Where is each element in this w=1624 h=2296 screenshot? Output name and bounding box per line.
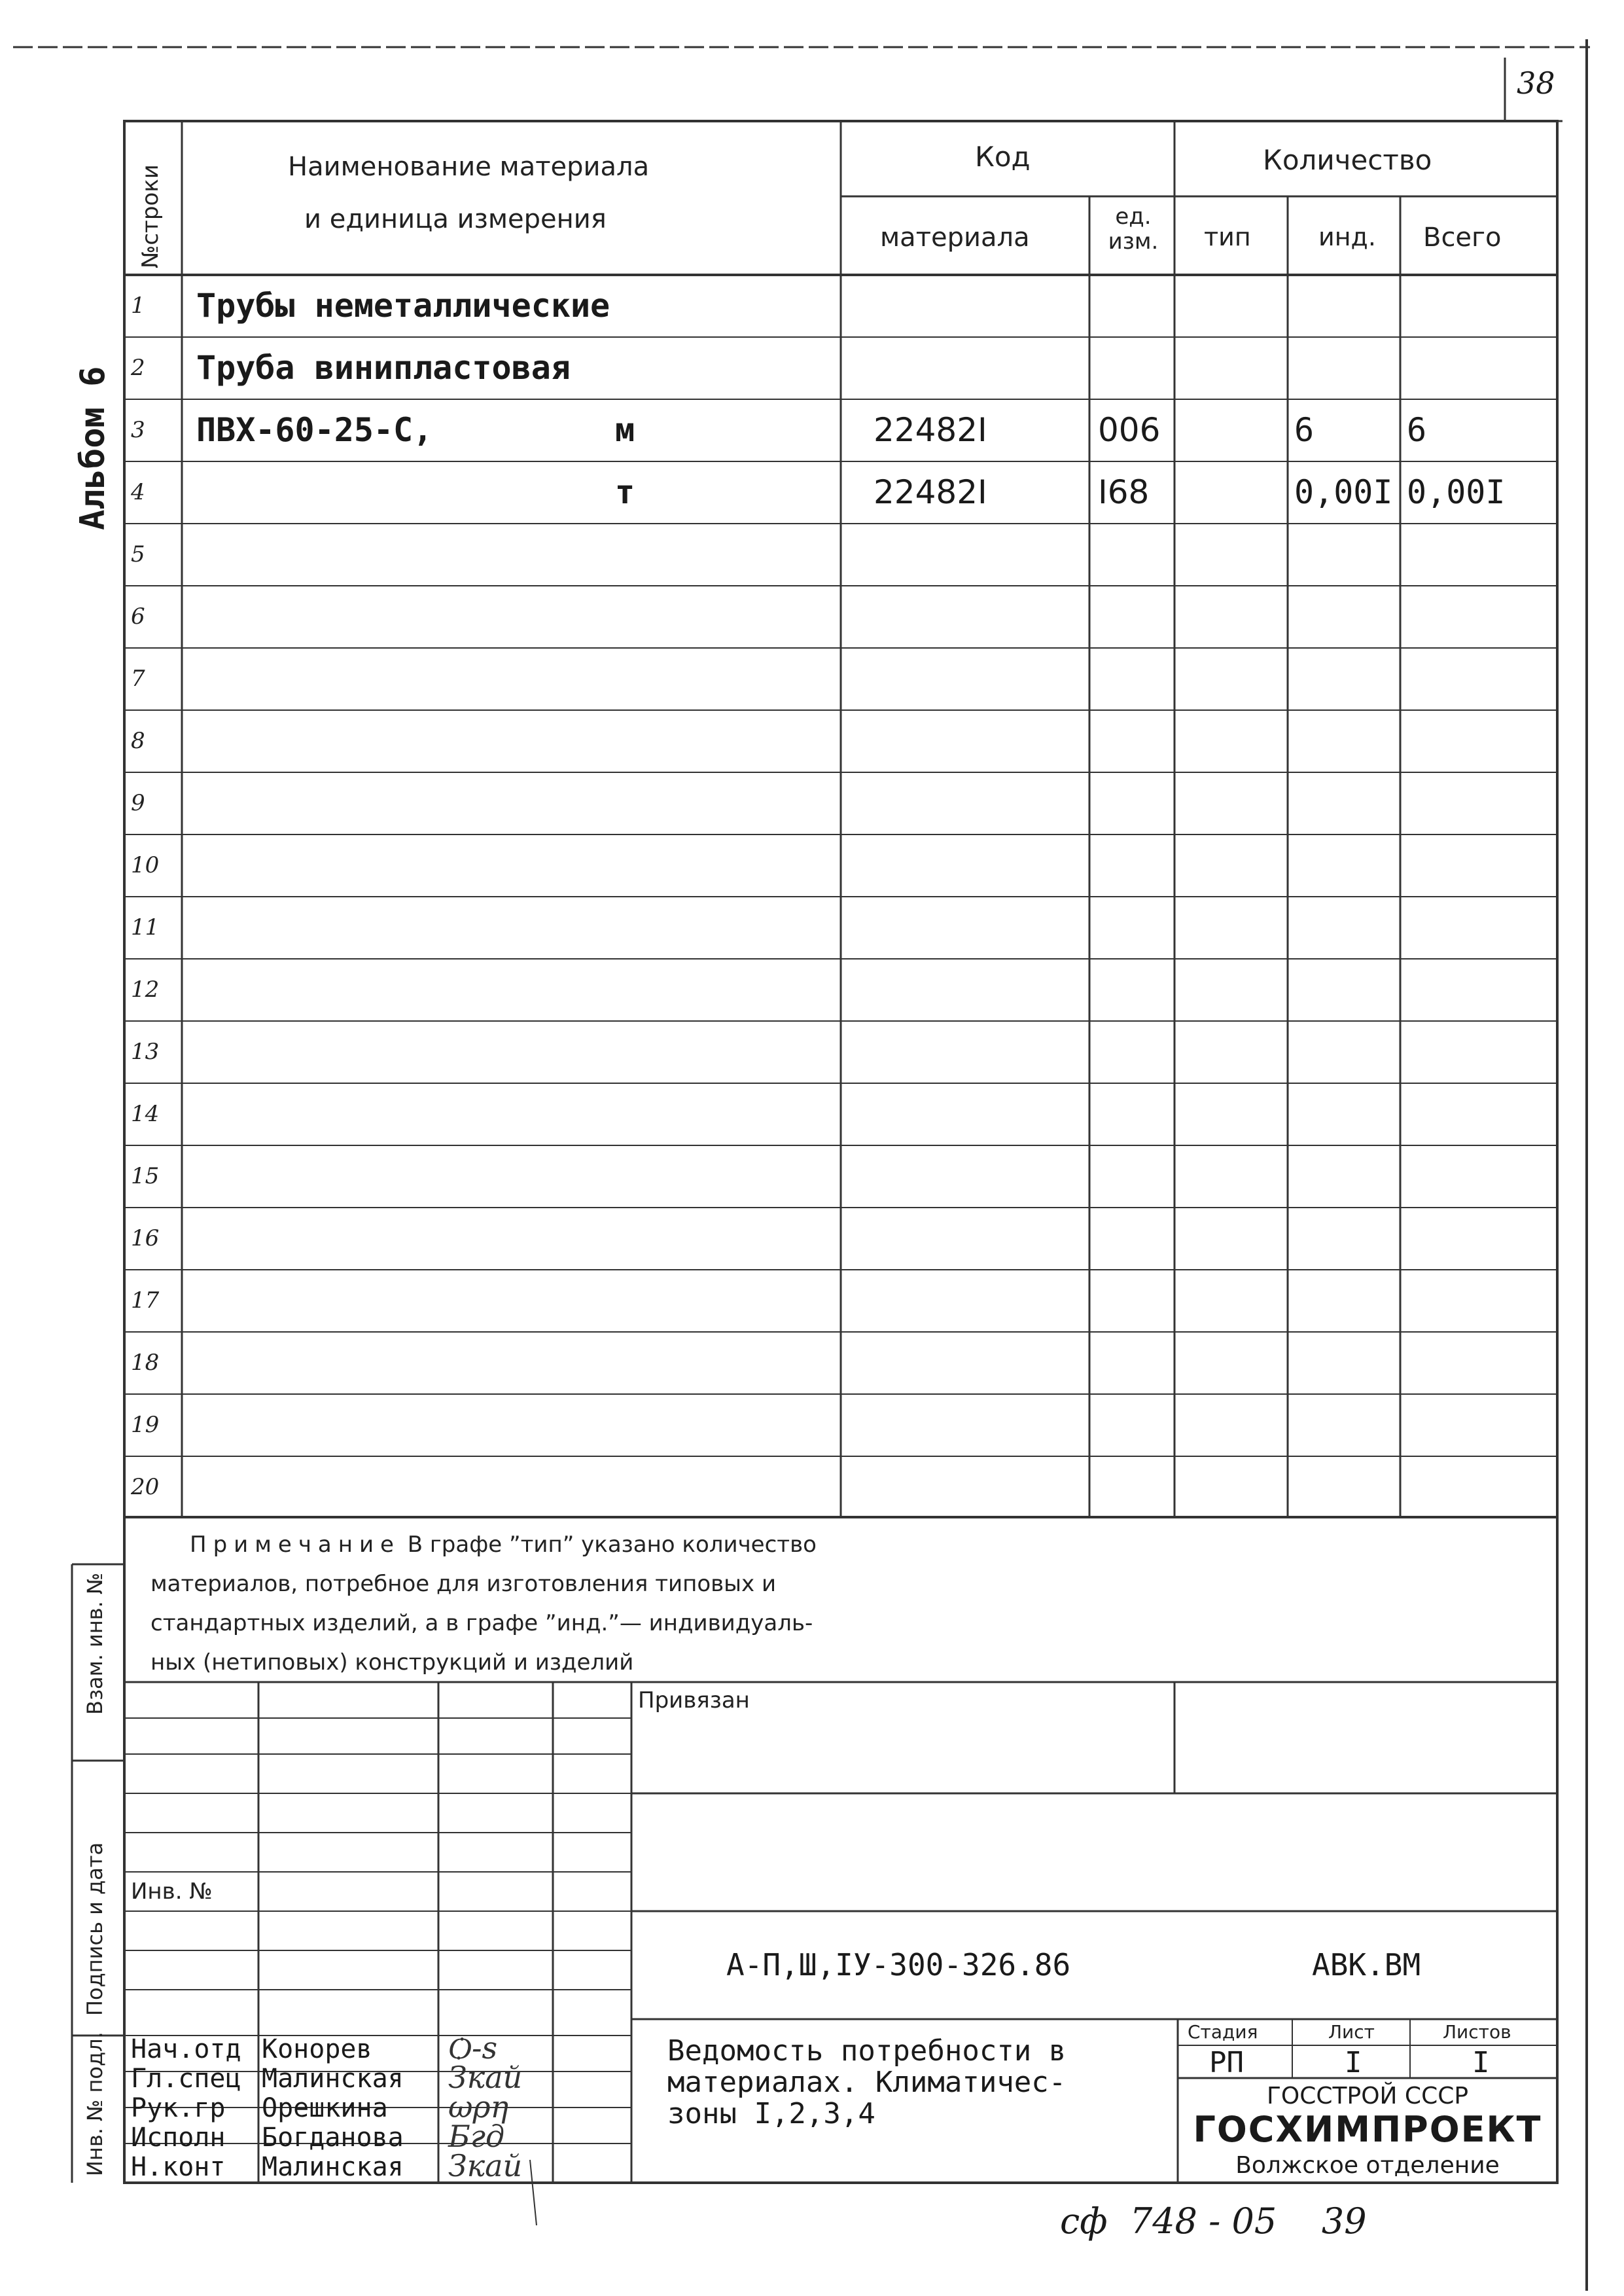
header-qty-ind: инд. [1318, 223, 1376, 251]
table-row [0, 1270, 1624, 1332]
footer-handwritten-number: сф 748 - 05 39 [1060, 2200, 1367, 2242]
staff-name: Малинская [262, 2064, 404, 2094]
staff-signature: Бгд [448, 2119, 505, 2154]
qty-individual [1294, 1456, 1399, 1518]
stage-value: РП [1209, 2046, 1244, 2079]
material-code [874, 648, 1083, 710]
qty-type [1181, 772, 1286, 834]
unit-code [1098, 1145, 1170, 1208]
row-number: 1 [131, 293, 145, 319]
note-line4: ных (нетиповых) конструкций и изделий [150, 1649, 634, 1676]
qty-type [1181, 275, 1286, 337]
row-number: 17 [131, 1287, 160, 1314]
unit-code [1098, 648, 1170, 710]
material-name [196, 772, 615, 834]
table-row [0, 399, 1624, 461]
material-name [196, 1394, 615, 1456]
row-number: 10 [131, 852, 160, 878]
staff-name: Малинская [262, 2152, 404, 2182]
unit-code [1098, 834, 1170, 897]
unit-code [1098, 1083, 1170, 1145]
qty-individual [1294, 1394, 1399, 1456]
staff-row [0, 2148, 654, 2183]
unit-code [1098, 1021, 1170, 1083]
staff-row [0, 2119, 654, 2154]
staff-row [0, 2030, 654, 2066]
staff-name: Орешкина [262, 2093, 388, 2123]
qty-individual [1294, 959, 1399, 1021]
qty-type [1181, 834, 1286, 897]
table-row [0, 1456, 1624, 1518]
staff-role: Рук.гр [131, 2093, 226, 2123]
qty-type [1181, 1394, 1286, 1456]
qty-individual [1294, 524, 1399, 586]
material-name [196, 1021, 615, 1083]
qty-total [1407, 1332, 1554, 1394]
staff-role: Исполн [131, 2123, 226, 2153]
qty-total [1407, 1145, 1554, 1208]
table-row [0, 524, 1624, 586]
material-name [196, 1332, 615, 1394]
qty-individual [1294, 1083, 1399, 1145]
unit-of-measure [615, 897, 680, 959]
side-label-inv-podl: Инв. № подл. [82, 2032, 107, 2176]
material-code [874, 524, 1083, 586]
note-lead: Примечание [190, 1532, 400, 1558]
unit-of-measure [615, 959, 680, 1021]
qty-total [1407, 1208, 1554, 1270]
material-name [196, 461, 615, 524]
org-line2: ГОСХИМПРОЕКТ [1193, 2109, 1542, 2150]
note-line1: В графе ”тип” указано количество [407, 1532, 817, 1558]
unit-of-measure [615, 772, 680, 834]
header-name-line1: Наименование материала [288, 152, 650, 182]
table-row [0, 648, 1624, 710]
table-row [0, 710, 1624, 772]
staff-role: Гл.спец [131, 2064, 241, 2094]
header-code-material: материала [880, 223, 1030, 253]
qty-individual: 0,00I [1294, 473, 1393, 511]
sheets-value: I [1472, 2046, 1490, 2079]
qty-total [1407, 524, 1554, 586]
material-code [874, 1456, 1083, 1518]
qty-type [1181, 1270, 1286, 1332]
qty-total: 0,00I [1407, 473, 1506, 511]
unit-of-measure [615, 337, 680, 399]
qty-total [1407, 897, 1554, 959]
stage-label: Стадия [1188, 2021, 1258, 2043]
qty-type [1181, 399, 1286, 461]
qty-individual [1294, 1021, 1399, 1083]
row-number: 18 [131, 1350, 160, 1376]
unit-of-measure: м [615, 411, 635, 449]
unit-of-measure [615, 586, 680, 648]
material-name [196, 648, 615, 710]
material-code [874, 772, 1083, 834]
material-code [874, 1270, 1083, 1332]
qty-type [1181, 1021, 1286, 1083]
material-name [196, 1456, 615, 1518]
material-code [874, 1332, 1083, 1394]
qty-total [1407, 586, 1554, 648]
table-row [0, 461, 1624, 524]
header-quantity: Количество [1263, 144, 1432, 176]
row-number: 19 [131, 1412, 160, 1438]
row-number: 5 [131, 541, 145, 567]
qty-total [1407, 648, 1554, 710]
staff-signature: Зкай [448, 2060, 523, 2095]
row-number: 13 [131, 1039, 160, 1065]
qty-individual: 6 [1294, 411, 1315, 449]
qty-total [1407, 1456, 1554, 1518]
album-label: Альбом 6 [73, 366, 113, 530]
material-name: Трубы неметаллические [196, 287, 610, 325]
qty-type [1181, 959, 1286, 1021]
row-number: 3 [131, 417, 145, 443]
material-code [874, 1021, 1083, 1083]
qty-total: 6 [1407, 411, 1427, 449]
header-row-number: №строки [137, 164, 164, 268]
qty-individual [1294, 275, 1399, 337]
qty-total [1407, 337, 1554, 399]
material-name [196, 710, 615, 772]
material-code [874, 710, 1083, 772]
table-row [0, 834, 1624, 897]
qty-individual [1294, 897, 1399, 959]
sheets-label: Листов [1443, 2021, 1511, 2043]
material-name [196, 524, 615, 586]
note-line3: стандартных изделий, а в графе ”инд.”— индивидуаль- [150, 1610, 813, 1636]
unit-of-measure [615, 1394, 680, 1456]
qty-total [1407, 1021, 1554, 1083]
qty-individual [1294, 834, 1399, 897]
table-row [0, 337, 1624, 399]
material-code [874, 1083, 1083, 1145]
header-qty-total: Всего [1423, 223, 1502, 253]
material-code [874, 897, 1083, 959]
qty-individual [1294, 710, 1399, 772]
unit-code [1098, 1456, 1170, 1518]
row-number: 4 [131, 479, 145, 505]
qty-total [1407, 1083, 1554, 1145]
qty-type [1181, 1083, 1286, 1145]
row-number: 20 [131, 1474, 160, 1500]
row-number: 14 [131, 1101, 160, 1127]
material-code [874, 959, 1083, 1021]
header-qty-type: тип [1204, 223, 1251, 251]
material-code [874, 1394, 1083, 1456]
table-row [0, 275, 1624, 337]
row-number: 6 [131, 603, 145, 630]
row-number: 11 [131, 914, 160, 941]
unit-of-measure [615, 1021, 680, 1083]
unit-code: 006 [1098, 411, 1161, 449]
table-row [0, 1332, 1624, 1394]
qty-individual [1294, 1332, 1399, 1394]
header-code: Код [975, 141, 1031, 173]
row-number: 15 [131, 1163, 160, 1189]
document-title-line2: материалах. Климатичес- [667, 2066, 1067, 2099]
unit-code [1098, 897, 1170, 959]
qty-type [1181, 1456, 1286, 1518]
note-block [150, 1525, 1197, 1682]
qty-type [1181, 461, 1286, 524]
qty-type [1181, 1145, 1286, 1208]
qty-type [1181, 337, 1286, 399]
unit-code [1098, 959, 1170, 1021]
material-code [874, 275, 1083, 337]
material-code [874, 834, 1083, 897]
header-code-unit: ед. изм. [1108, 204, 1159, 255]
unit-of-measure [615, 834, 680, 897]
sheet-label: Лист [1328, 2021, 1375, 2043]
unit-code [1098, 337, 1170, 399]
staff-row [0, 2089, 654, 2125]
unit-code [1098, 710, 1170, 772]
unit-of-measure [615, 1332, 680, 1394]
material-name [196, 1145, 615, 1208]
material-name [196, 1083, 615, 1145]
qty-total [1407, 772, 1554, 834]
side-label-vzam: Взам. инв. № [82, 1572, 107, 1715]
material-code [874, 586, 1083, 648]
unit-of-measure [615, 524, 680, 586]
qty-type [1181, 710, 1286, 772]
header-name-line2: и единица измерения [304, 204, 607, 234]
material-name [196, 834, 615, 897]
qty-individual [1294, 337, 1399, 399]
table-row [0, 772, 1624, 834]
unit-code [1098, 586, 1170, 648]
qty-individual [1294, 1270, 1399, 1332]
material-name [196, 959, 615, 1021]
unit-code [1098, 1332, 1170, 1394]
row-number: 2 [131, 355, 145, 381]
privyazan-label: Привязан [638, 1687, 750, 1713]
unit-code [1098, 772, 1170, 834]
staff-signature: Зкай [448, 2148, 523, 2183]
unit-code [1098, 1270, 1170, 1332]
table-row [0, 1208, 1624, 1270]
unit-of-measure [615, 1083, 680, 1145]
staff-row [0, 2060, 654, 2095]
unit-of-measure [615, 710, 680, 772]
row-number: 16 [131, 1225, 160, 1251]
material-code [874, 1145, 1083, 1208]
material-name [196, 897, 615, 959]
table-row [0, 1145, 1624, 1208]
material-code [874, 337, 1083, 399]
qty-type [1181, 648, 1286, 710]
side-label-podpis: Подпись и дата [82, 1842, 107, 2016]
row-number: 9 [131, 790, 145, 816]
table-row [0, 959, 1624, 1021]
page-number: 38 [1517, 65, 1555, 101]
qty-total [1407, 959, 1554, 1021]
staff-role: Нач.отд [131, 2034, 241, 2064]
qty-type [1181, 1332, 1286, 1394]
material-name: Труба винипластовая [196, 349, 571, 387]
unit-code [1098, 524, 1170, 586]
staff-role: Н.конт [131, 2152, 226, 2182]
qty-type [1181, 586, 1286, 648]
sheet-value: I [1345, 2046, 1362, 2079]
row-number: 12 [131, 977, 160, 1003]
document-code: А-П,Ш,IУ-300-326.86 [726, 1947, 1071, 1982]
unit-code [1098, 1394, 1170, 1456]
unit-of-measure [615, 1456, 680, 1518]
note-line2: материалов, потребное для изготовления типовых и [150, 1571, 777, 1597]
qty-type [1181, 524, 1286, 586]
unit-of-measure: т [615, 473, 635, 511]
qty-total [1407, 275, 1554, 337]
table-row [0, 1021, 1624, 1083]
document-title [667, 2036, 1066, 2130]
material-code: 22482I [874, 411, 987, 449]
unit-code [1098, 1208, 1170, 1270]
document-title-line3: зоны I,2,3,4 [667, 2097, 875, 2130]
unit-of-measure [615, 1208, 680, 1270]
material-name [196, 586, 615, 648]
qty-individual [1294, 648, 1399, 710]
unit-code: I68 [1098, 473, 1150, 511]
unit-of-measure [615, 648, 680, 710]
unit-of-measure [615, 275, 680, 337]
qty-individual [1294, 586, 1399, 648]
staff-signature: ωρη [448, 2089, 509, 2125]
table-row [0, 1083, 1624, 1145]
document-title-line1: Ведомость потребности в [667, 2034, 1067, 2068]
unit-of-measure [615, 1145, 680, 1208]
material-name [196, 1208, 615, 1270]
table-row [0, 586, 1624, 648]
table-row [0, 897, 1624, 959]
unit-code [1098, 275, 1170, 337]
material-code: 22482I [874, 473, 987, 511]
org-line3: Волжское отделение [1235, 2152, 1500, 2179]
row-number: 7 [131, 666, 145, 692]
inv-no-label: Инв. № [131, 1878, 213, 1905]
staff-name: Богданова [262, 2123, 404, 2153]
staff-signature: Ѻ-ѕ [448, 2030, 498, 2066]
material-name [196, 1270, 615, 1332]
qty-individual [1294, 1145, 1399, 1208]
staff-name: Конорев [262, 2034, 372, 2064]
qty-total [1407, 1270, 1554, 1332]
material-name: ПВХ-60-25-С, [196, 411, 433, 449]
qty-total [1407, 710, 1554, 772]
qty-individual [1294, 772, 1399, 834]
row-number: 8 [131, 728, 145, 754]
document-mark: АВК.ВМ [1312, 1947, 1421, 1982]
qty-total [1407, 834, 1554, 897]
qty-type [1181, 1208, 1286, 1270]
table-row [0, 1394, 1624, 1456]
qty-total [1407, 1394, 1554, 1456]
org-line1: ГОССТРОЙ СССР [1266, 2083, 1469, 2109]
material-code [874, 1208, 1083, 1270]
unit-of-measure [615, 1270, 680, 1332]
qty-type [1181, 897, 1286, 959]
qty-individual [1294, 1208, 1399, 1270]
